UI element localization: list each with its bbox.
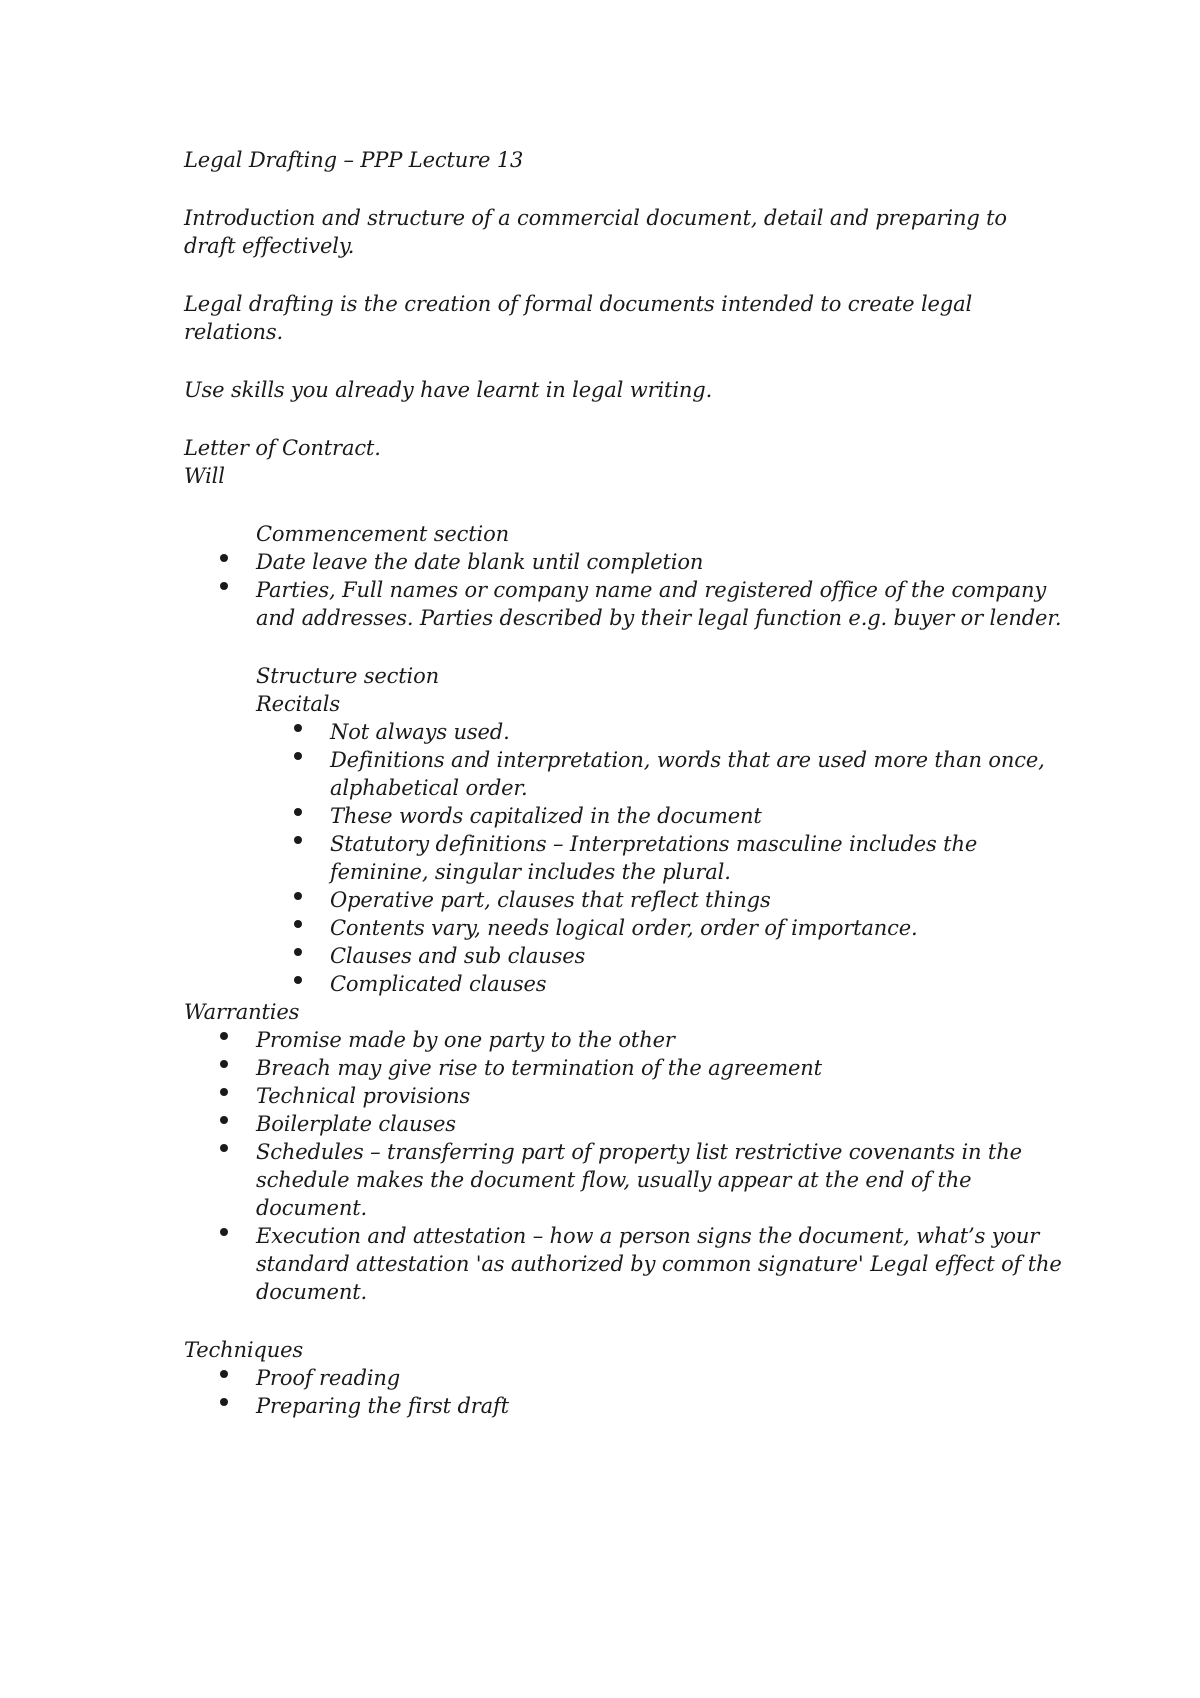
bullet-icon (294, 752, 302, 760)
bullet-icon (220, 1060, 228, 1068)
bullet-icon (220, 582, 228, 590)
recitals-heading: Recitals (256, 692, 340, 716)
list-item: Technical provisions (256, 1084, 471, 1108)
bullet-icon (294, 724, 302, 732)
bullet-icon (294, 976, 302, 984)
bullet-icon (220, 1228, 228, 1236)
commencement-heading: Commencement section (256, 522, 509, 546)
list-item: Date leave the date blank until completion (256, 550, 704, 574)
skills-paragraph: Use skills you already have learnt in legal writing. (184, 378, 713, 402)
list-item: Parties, Full names or company name and registered office of the company (256, 578, 1047, 602)
list-item: Clauses and sub clauses (330, 944, 586, 968)
list-item: These words capitalized in the document (330, 804, 762, 828)
list-item: Execution and attestation – how a person signs the document, what’s your (256, 1224, 1040, 1248)
bullet-icon (220, 1032, 228, 1040)
bullet-icon (294, 808, 302, 816)
list-item: Preparing the first draft (256, 1394, 509, 1418)
bullet-icon (294, 920, 302, 928)
list-item: Statutory definitions – Interpretations masculine includes the (330, 832, 978, 856)
list-item: Operative part, clauses that reflect things (330, 888, 771, 912)
bullet-icon (220, 1116, 228, 1124)
list-item-continuation: document. (256, 1196, 368, 1220)
bullet-icon (294, 948, 302, 956)
list-item: Schedules – transferring part of property list restrictive covenants in the (256, 1140, 1022, 1164)
bullet-icon (220, 1144, 228, 1152)
list-item: Breach may give rise to termination of the agreement (256, 1056, 822, 1080)
intro-line: draft effectively. (184, 234, 355, 258)
list-item: Proof reading (256, 1366, 401, 1390)
list-item: Boilerplate clauses (256, 1112, 456, 1136)
bullet-icon (294, 892, 302, 900)
list-item: Not always used. (330, 720, 510, 744)
bullet-icon (220, 554, 228, 562)
list-item: Definitions and interpretation, words that are used more than once, (330, 748, 1045, 772)
bullet-icon (220, 1398, 228, 1406)
bullet-icon (294, 836, 302, 844)
bullet-icon (220, 1088, 228, 1096)
list-item: Contents vary, needs logical order, order of importance. (330, 916, 918, 940)
will-heading: Will (184, 464, 225, 488)
warranties-heading: Warranties (184, 1000, 300, 1024)
techniques-heading: Techniques (184, 1338, 304, 1362)
list-item-continuation: schedule makes the document flow, usually appear at the end of the (256, 1168, 972, 1192)
letter-of-contract: Letter of Contract. (184, 436, 381, 460)
list-item-continuation: feminine, singular includes the plural. (330, 860, 731, 884)
list-item: Promise made by one party to the other (256, 1028, 675, 1052)
bullet-icon (220, 1370, 228, 1378)
list-item: Complicated clauses (330, 972, 547, 996)
list-item-continuation: standard attestation 'as authorized by common signature' Legal effect of the (256, 1252, 1062, 1276)
document-title: Legal Drafting – PPP Lecture 13 (184, 148, 524, 172)
intro-line: Introduction and structure of a commercial document, detail and preparing to (184, 206, 1007, 230)
list-item-continuation: alphabetical order. (330, 776, 528, 800)
structure-heading: Structure section (256, 664, 439, 688)
definition-line: relations. (184, 320, 283, 344)
list-item-continuation: and addresses. Parties described by their legal function e.g. buyer or lender. (256, 606, 1062, 630)
definition-line: Legal drafting is the creation of formal documents intended to create legal (184, 292, 973, 316)
list-item-continuation: document. (256, 1280, 368, 1304)
